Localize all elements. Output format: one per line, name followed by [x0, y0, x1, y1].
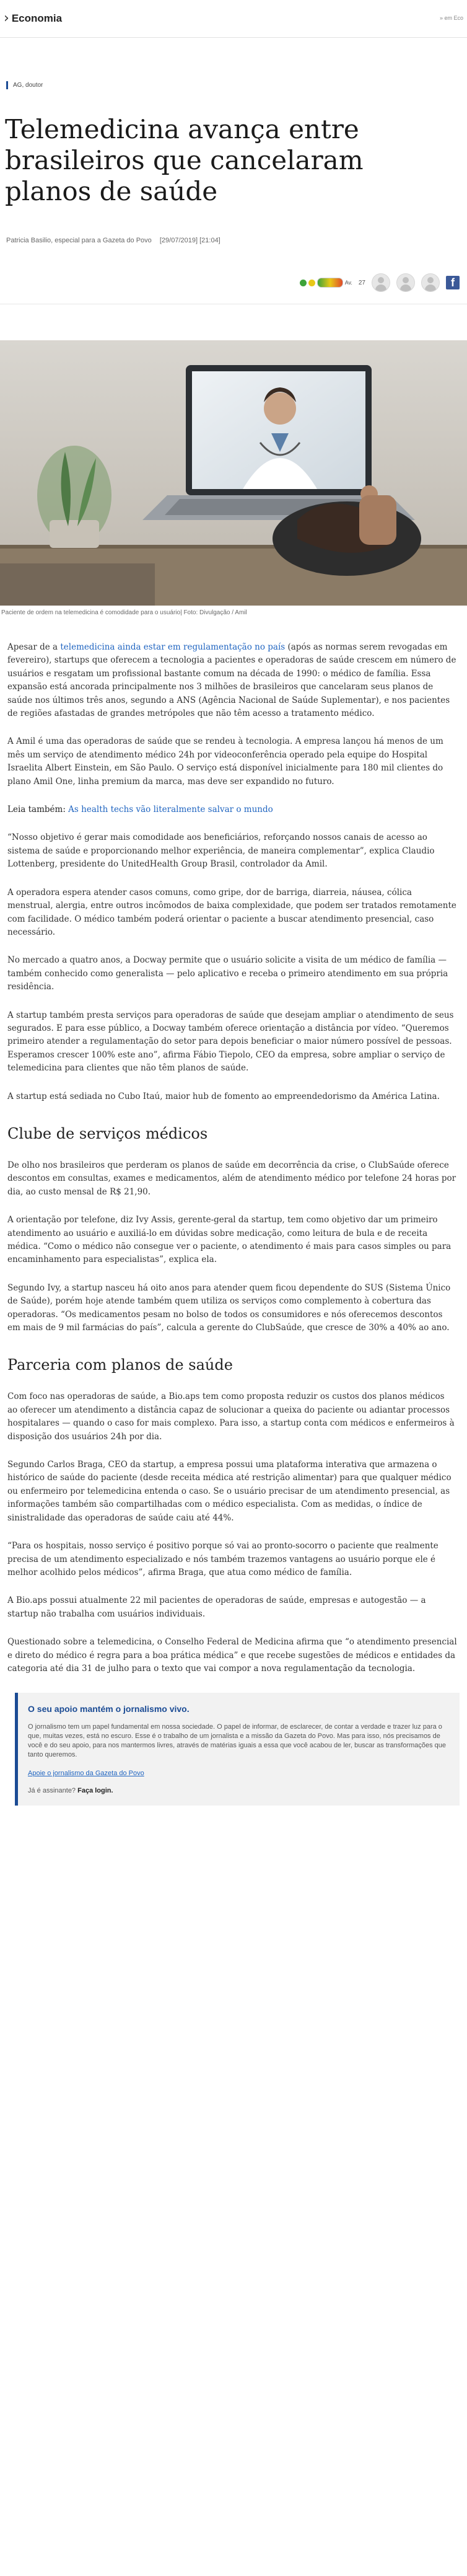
support-journalism-box	[15, 1693, 460, 1806]
rating-dot-yellow[interactable]	[308, 280, 315, 286]
intro-paragraph	[7, 641, 457, 720]
login-prompt: Já é assinante?	[28, 1787, 76, 1795]
body-paragraph: A operadora espera atender casos comuns, como gripe, dor de barriga, diarreia, náusea, cólica menstrual, alergia, entre outros incômodos de baixa complexidade, que podem ser tratados remotamente com facilidade. O médico também poderá orientar o paciente a buscar atendimento presencial, caso necessário.	[7, 887, 456, 937]
article-title: Telemedicina avança entre brasileiros que cancelaram planos de saúde	[5, 114, 364, 206]
body-paragraph: A Amil é uma das operadoras de saúde que se rendeu à tecnologia. A empresa lançou há menos de um mês um serviço de atendimento médico 24h por videoconferência operado pela equipe do Hospital Israelita Albert Einstein, em São Paulo. O serviço está disponível inicialmente para 180 mil clientes do plano Amil One, linha premium da marca, mas deve ser expandido no futuro.	[7, 736, 443, 787]
rating-gauge-icon	[317, 278, 343, 288]
body-paragraph: “Para os hospitais, nosso serviço é positivo porque só vai ao pronto-socorro o paciente que realmente precisa de um atendimento especializado e nós também trazemos vantagens ao usuário porque ele é melhor acolhido pelos médicos”, afirma Braga, que atua como médico de família.	[7, 1541, 439, 1577]
body-paragraph: Questionado sobre a telemedicina, o Conselho Federal de Medicina afirma que “o atendimento presencial e direto do médico é regra para a boa prática médica” e que recebe sugestões de médicos e entidades da categoria até dia 31 de julho para o texto que vai compor a nova regulamentação da tecnologia.	[7, 1637, 457, 1674]
intro-text-start: Apesar de a	[7, 642, 61, 652]
read-also	[7, 803, 457, 816]
rating-label: Av.	[344, 280, 352, 286]
more-in-section-link[interactable]: » em Eco	[439, 15, 463, 21]
facebook-share-icon[interactable]: f	[446, 276, 460, 289]
chevron-right-icon[interactable]: ›	[4, 11, 9, 26]
body-paragraph: Com foco nas operadoras de saúde, a Bio.aps tem como proposta reduzir os custos dos planos médicos ao oferecer um atendimento a distância capaz de solucionar a queixa do paciente ou adiantar processos hospitalares — quando o caso for mais complexo. Para isso, a startup conta com médicos e enfermeiros à disposição dos usuários 24h por dia.	[7, 1392, 455, 1442]
body-paragraph: “Nosso objetivo é gerar mais comodidade aos beneficiários, reforçando nossos canais de acesso ao sistema de saúde e proporcionando melhor experiência, de maneira complementar”, explica Claudio Lottenberg, presidente do UnitedHealth Group Brasil, controlador da Amil.	[7, 832, 435, 870]
body-paragraph: A startup está sediada no Cubo Itaú, maior hub de fomento ao empreendedorismo da América Latina.	[7, 1091, 440, 1101]
rating-dot-green[interactable]	[300, 280, 307, 286]
body-paragraph: A startup também presta serviços para operadoras de saúde que desejam ampliar o atendimento de seus segurados. E para esse público, a Docway também oferece orientação a distância por vídeo. “Queremos primeiro atender a regulamentação do setor para depois beneficiar o maior número possível de pessoas. Esperamos crescer 100% este ano”, afirma Fábio Tiepolo, CEO da empresa, sobre ampliar o serviço de telemedicina para clientes que não têm planos de saúde.	[7, 1010, 454, 1074]
support-box-title: O seu apoio mantém o jornalismo vivo.	[28, 1704, 190, 1714]
section-heading: Clube de serviços médicos	[7, 1124, 208, 1142]
rating-widget[interactable]	[300, 278, 352, 288]
body-paragraph: No mercado a quatro anos, a Docway permite que o usuário solicite a visita de um médico de família — também conhecido como generalista — pelo aplicativo e receba o primeiro atendimento em sua própria residência.	[7, 955, 448, 992]
share-count: 27	[358, 279, 365, 286]
article-body	[7, 641, 457, 1675]
article-kicker: AG, doutor	[6, 81, 467, 89]
body-paragraph: A orientação por telefone, diz Ivy Assis, gerente-geral da startup, tem como objetivo dar um primeiro atendimento ao usuário e auxiliá-lo em dúvidas sobre medicação, como leitura de bula e de receita médica. “Como o médico não consegue ver o paciente, o atendimento é mais para casos simples ou para encaminhamento para especialistas”, explica ela.	[7, 1215, 452, 1265]
section-header	[0, 0, 467, 38]
section-heading: Parceria com planos de saúde	[7, 1356, 233, 1374]
author-name: Patricia Basilio, especial para a Gazeta do Povo	[6, 237, 152, 244]
body-paragraph: Segundo Ivy, a startup nasceu há oito anos para atender quem ficou dependente do SUS (Sistema Único de Saúde), porém hoje atende também quem utiliza os serviços como complemento à cobertura das operadoras. “Os medicamentos pesam no bolso de todos os consumidores e nós oferecemos descontos em mais de 9 mil farmácias do país”, calcula a gerente do ClubSaúde, que cresce de 30% a 40% ao ano.	[7, 1282, 451, 1333]
intro-text-end: (após as normas serem revogadas em fevereiro), startups que oferecem a tecnologia a pacientes e operadoras de saúde crescem em número de usuários e resgatam um profissional bastante comum na década de 1990: o médico de família. Essa expansão está ancorada principalmente nos 3 milhões de brasileiros que cancelaram seus planos de saúde nos últimos três anos, segundo a ANS (Agência Nacional de Saúde Suplementar), e nos pacientes de regiões afastadas de grandes metrópoles que não têm acesso a tratamento médico.	[7, 642, 456, 719]
byline	[6, 237, 467, 244]
body-paragraph: A Bio.aps possui atualmente 22 mil pacientes de operadoras de saúde, empresas e autogestão — a startup não trabalha com usuários individuais.	[7, 1595, 426, 1619]
read-also-label: Leia também:	[7, 805, 66, 815]
user-avatar-icon[interactable]	[421, 273, 440, 292]
login-prompt-row	[28, 1787, 448, 1794]
user-avatar-icon[interactable]	[396, 273, 415, 292]
hero-figure	[0, 340, 467, 616]
hero-image	[0, 340, 467, 606]
user-avatar-icon[interactable]	[372, 273, 390, 292]
regulation-link[interactable]: telemedicina ainda estar em regulamentação no país	[60, 642, 286, 652]
share-bar	[0, 269, 460, 296]
image-caption: Paciente de ordem na telemedicina é comodidade para o usuário| Foto: Divulgação / Amil	[1, 609, 247, 616]
support-link[interactable]: Apoie o jornalismo da Gazeta do Povo	[28, 1770, 144, 1778]
section-title[interactable]: Economia	[11, 12, 63, 24]
telemedicine-photo-illustration	[0, 340, 467, 606]
read-also-link[interactable]: As health techs vão literalmente salvar o mundo	[68, 805, 273, 815]
publish-date: [29/07/2019] [21:04]	[159, 237, 220, 244]
body-paragraph: Segundo Carlos Braga, CEO da startup, a empresa possui uma plataforma interativa que armazena o histórico de saúde do paciente (desde receita médica até restrição alimentar) para que qualquer médico ou enfermeiro por telemedicina entenda o caso. Se o usuário precisar de um atendimento presencial, as informações também são compartilhadas com o médico especialista. Com as medidas, o índice de sinistralidade das operadoras de saúde caiu até 44%.	[7, 1460, 452, 1523]
login-link[interactable]: Faça login.	[77, 1787, 113, 1795]
support-box-body: O jornalismo tem um papel fundamental em nossa sociedade. O papel de informar, de esclarecer, de contar a verdade e trazer luz para o que, muitas vezes, está no escuro. Esse é o trabalho de um jornalista e a missão da Gazeta do Povo. Mas para isso, nós precisamos de você e do seu apoio, para nos mantermos livres, através de matérias iguais a essa que você acabou de ler, buscar as transformações que tanto queremos.	[28, 1723, 447, 1759]
body-paragraph: De olho nos brasileiros que perderam os planos de saúde em decorrência da crise, o ClubSaúde oferece descontos em consultas, exames e medicamentos, além de atendimento médico por telefone 24 horas por dia, ao custo mensal de R$ 21,90.	[7, 1160, 456, 1197]
